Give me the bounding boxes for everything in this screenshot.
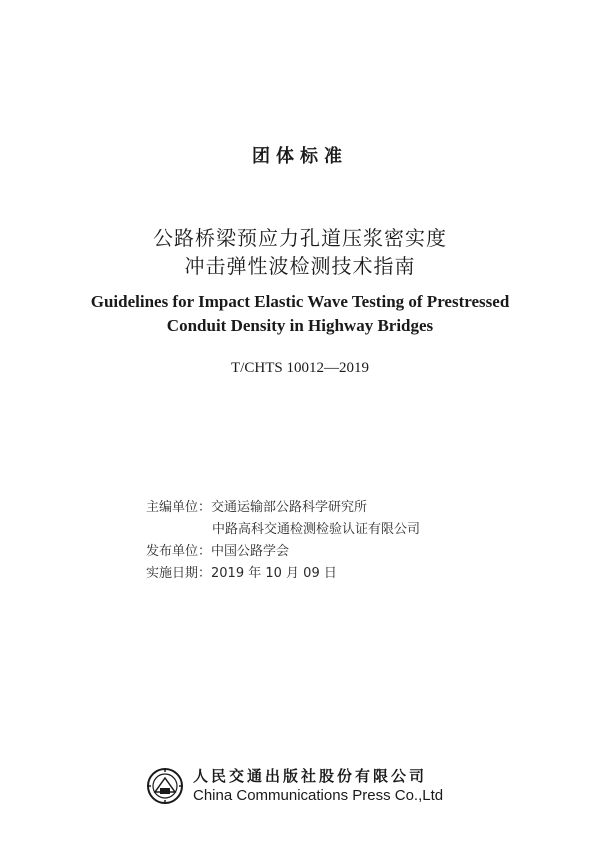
publisher-block <box>145 766 443 806</box>
title-english-line-2: Conduit Density in Highway Bridges <box>166 316 434 335</box>
publisher-name-chinese: 人民交通出版社股份有限公司 <box>193 767 428 785</box>
publisher-logo-icon <box>145 766 185 806</box>
editor-row-2 <box>146 519 420 541</box>
title-chinese-line-1: 公路桥梁预应力孔道压浆密实度 <box>153 226 447 250</box>
editor-label: 主编单位： <box>146 500 212 515</box>
date-row <box>146 563 420 585</box>
title-english-line-1: Guidelines for Impact Elastic Wave Testing of Prestressed <box>90 292 510 311</box>
standard-category: 团体标准 <box>252 146 348 167</box>
issuer-label: 发布单位： <box>146 544 212 559</box>
implementation-date: 2019 年 10 月 09 日 <box>211 566 337 581</box>
issuer: 中国公路学会 <box>211 544 290 559</box>
issuer-row <box>146 541 420 563</box>
publisher-name-english: China Communications Press Co.,Ltd <box>193 787 444 804</box>
publication-info <box>146 497 420 585</box>
editor-row <box>146 497 420 519</box>
standard-number: T/CHTS 10012—2019 <box>231 360 369 376</box>
publisher-text <box>193 766 443 806</box>
date-label: 实施日期： <box>146 566 212 581</box>
editor-2: 中路高科交通检测检验认证有限公司 <box>212 522 421 537</box>
editor-1: 交通运输部公路科学研究所 <box>211 500 368 515</box>
title-chinese-line-2: 冲击弹性波检测技术指南 <box>184 254 416 278</box>
